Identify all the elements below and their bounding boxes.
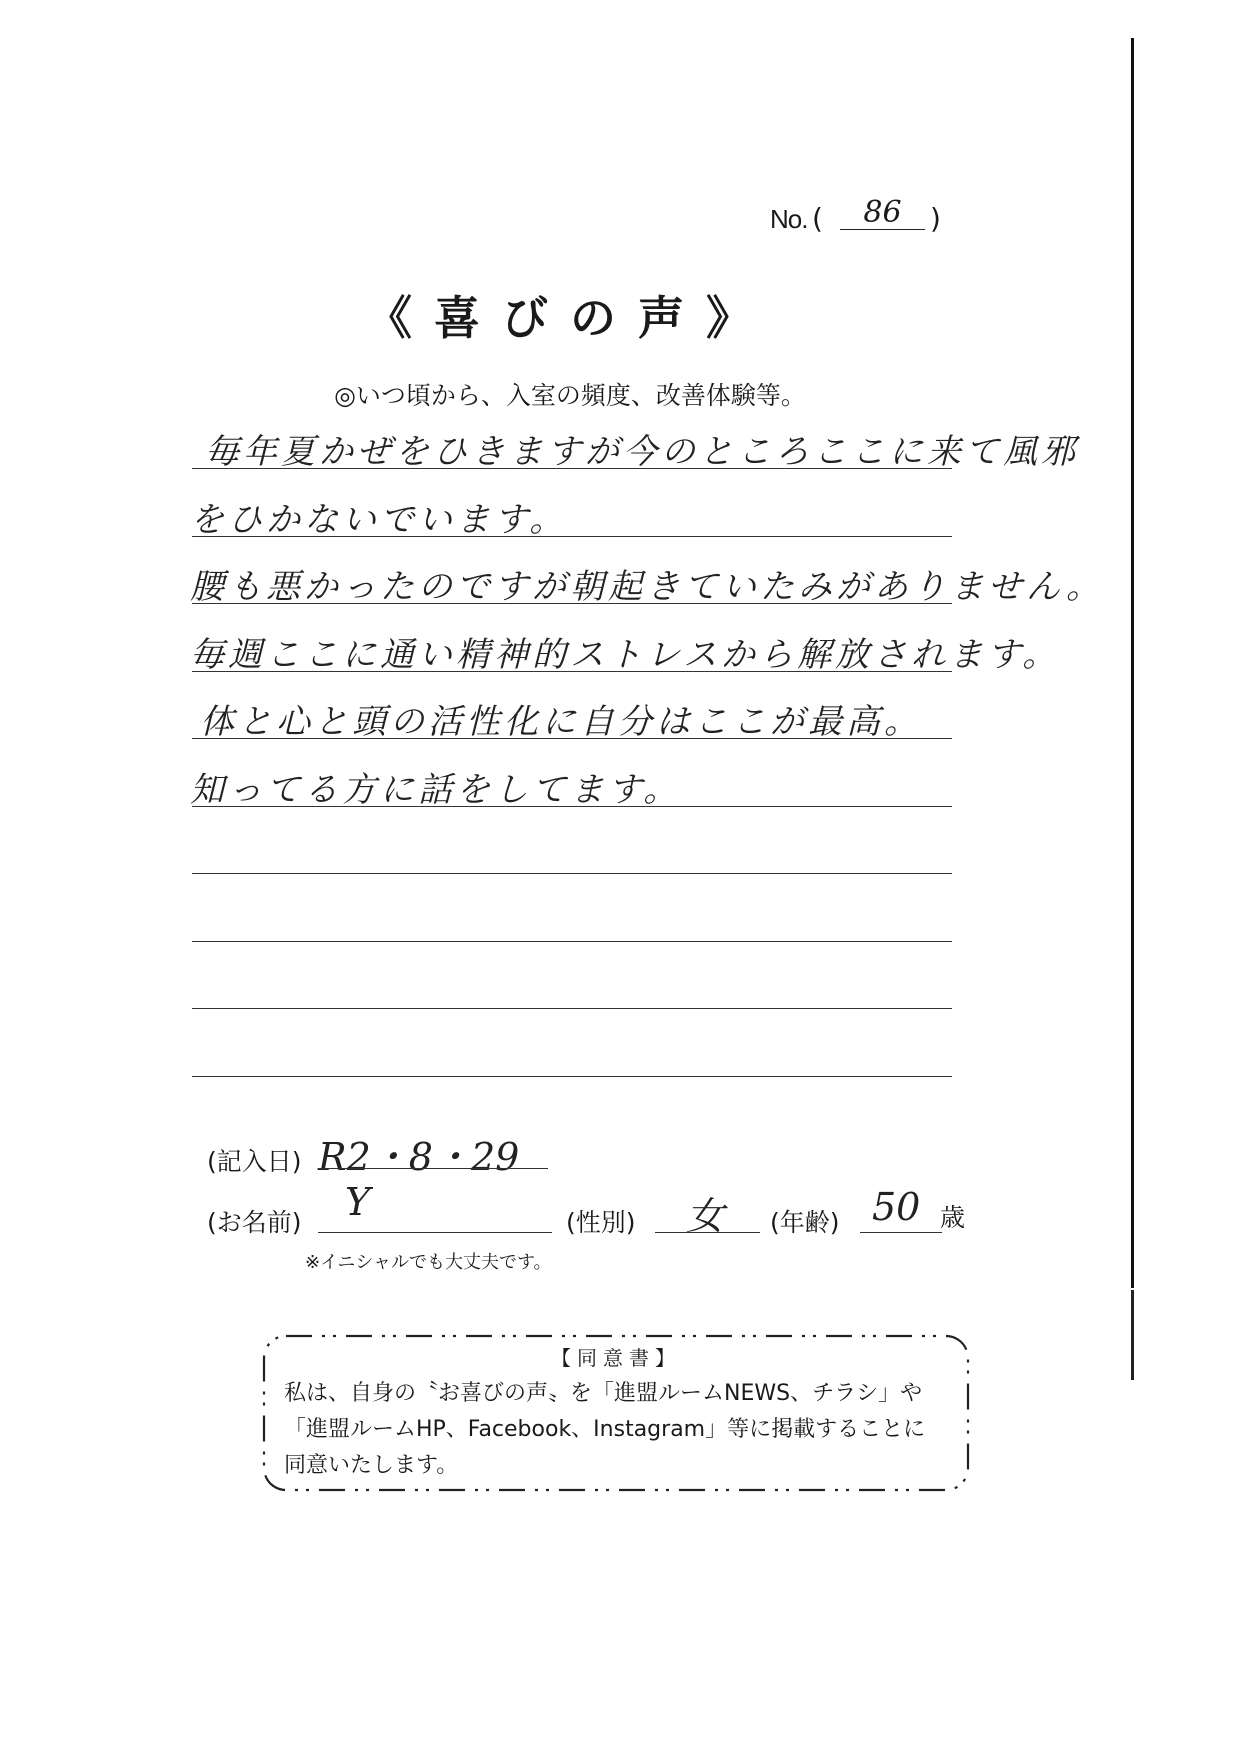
number-value: 86 [840, 197, 925, 230]
prompt-text: ◎いつ頃から、入室の頻度、改善体験等。 [334, 381, 806, 410]
handwritten-line: 毎週ここに通い精神的ストレスから解放されます。 [190, 634, 1061, 675]
handwritten-line: 知ってる方に話をしてます。 [190, 769, 682, 810]
date-label: (記入日) [207, 1147, 302, 1176]
answer-rule [192, 941, 952, 942]
answer-rule [192, 873, 952, 874]
name-label: (お名前) [207, 1208, 302, 1237]
gender-label: (性別) [566, 1208, 636, 1237]
scan-edge-line-lower [1131, 1290, 1134, 1380]
age-value: 50 [872, 1185, 921, 1229]
date-value: R2・8・29 [318, 1135, 520, 1179]
handwritten-line: 腰も悪かったのですが朝起きていたみがありません。 [190, 567, 1105, 607]
consent-line: 私は、自身の〝お喜びの声〟を「進盟ルームNEWS、チラシ」や [284, 1381, 923, 1406]
age-unit: 歳 [940, 1203, 966, 1232]
gender-underline [655, 1232, 760, 1233]
scan-edge-line [1131, 38, 1134, 1288]
name-value: Y [345, 1180, 371, 1224]
consent-line: 「進盟ルームHP、Facebook、Instagram」等に掲載することに [284, 1417, 926, 1442]
handwritten-line: をひかないでいます。 [190, 499, 568, 540]
number-close-paren: ) [930, 202, 941, 235]
gender-value: 女 [686, 1194, 725, 1238]
age-label: (年齢) [770, 1208, 840, 1237]
date-underline [318, 1168, 548, 1169]
answer-rule [192, 1008, 952, 1009]
number-open-paren: ( [812, 202, 823, 235]
age-underline [860, 1232, 942, 1233]
initials-note: ※イニシャルでも大丈夫です。 [305, 1252, 552, 1273]
handwritten-line: 体と心と頭の活性化に自分はここが最高。 [200, 702, 922, 742]
consent-body [284, 1376, 964, 1484]
number-label: No. [770, 204, 808, 234]
page-title: 《喜びの声》 [366, 291, 774, 345]
name-underline [318, 1232, 552, 1233]
answer-rule [192, 1076, 952, 1077]
consent-heading: 【同意書】 [551, 1346, 681, 1370]
consent-line: 同意いたします。 [284, 1453, 459, 1478]
handwritten-line: 毎年夏かぜをひきますが今のところここに来て風邪 [205, 432, 1079, 472]
